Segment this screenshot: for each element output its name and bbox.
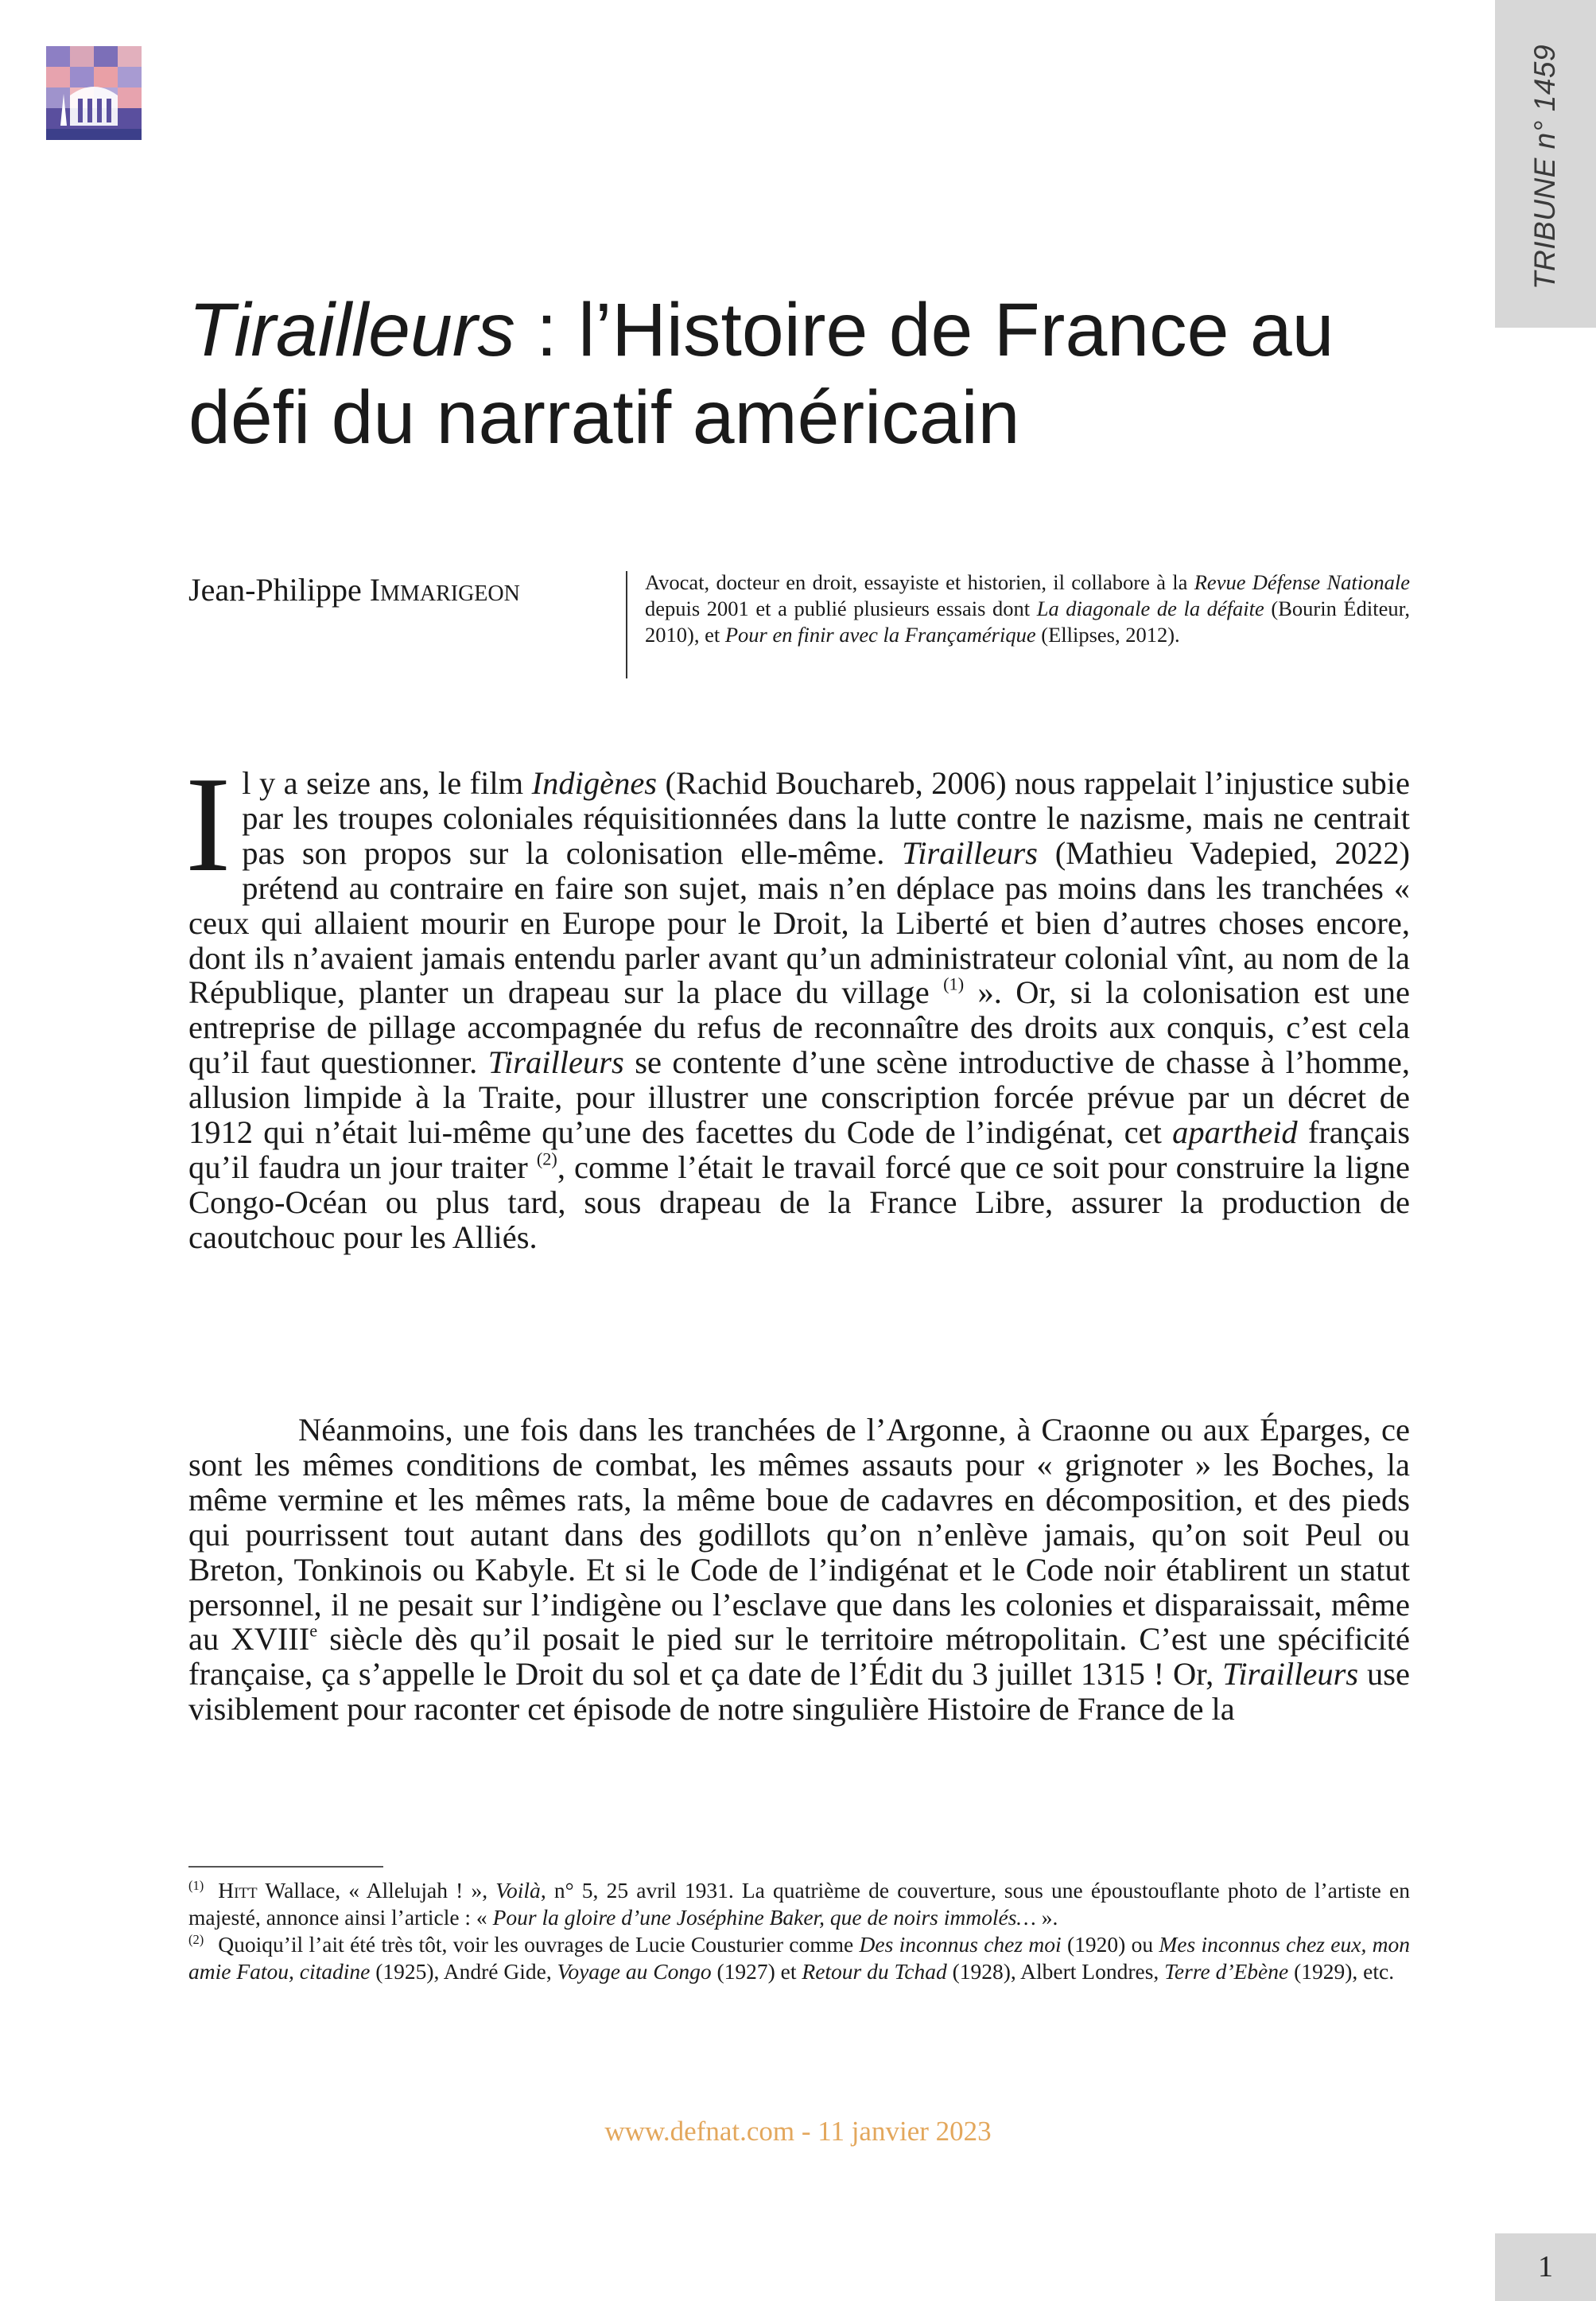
text-run: l y a seize ans, le film <box>242 765 532 801</box>
author-last-name: Immarigeon <box>369 572 520 608</box>
text-run: (1928), Albert Londres, <box>946 1959 1165 1984</box>
body-paragraph-2 <box>188 1413 1410 1727</box>
article-title <box>188 286 1429 461</box>
italic-run: apartheid <box>1172 1114 1298 1151</box>
footer-website-date[interactable]: www.defnat.com - 11 janvier 2023 <box>604 2116 992 2147</box>
text-run: (1929), etc. <box>1288 1959 1395 1984</box>
italic-run: Voilà <box>495 1878 541 1903</box>
italic-run: Pour en finir avec la Françamérique <box>724 623 1036 647</box>
italic-run: Terre d’Ebène <box>1164 1959 1289 1984</box>
note-reference: e <box>309 1620 318 1641</box>
italic-run: Revue Défense Nationale <box>1194 570 1410 594</box>
italic-run: Des inconnus chez moi <box>859 1932 1062 1957</box>
footnote-2 <box>188 1931 1410 1985</box>
drop-cap: I <box>185 749 231 900</box>
text-run: (1927) et <box>711 1959 802 1984</box>
text-run: (Bourin Éditeur, 2010), et <box>645 597 1410 647</box>
text-run: (1920) ou <box>1061 1932 1159 1957</box>
text-run: Néanmoins, une fois dans les tranchées de l’Argonne, à Craonne ou aux Éparges, ce sont les mêmes conditions de combat, les mêmes assauts pour « grignoter » les Boches, la même vermine et les mêmes rats, la même boue de cadavres en décomposition, et des pieds qui pourrissent tout autant dans des godillots qu’on n’enlève jamais, qu’on soit Peul ou Breton, Tonkinois ou Kabyle. Et si le Code de l’indigénat et le Code noir établirent un statut personnel, il ne pesait sur l’indigène ou l’esclave que dans les colonies et disparaissait, même au XVIII <box>188 1412 1410 1658</box>
italic-run: Mes inconnus chez eux, mon amie Fatou, citadine <box>188 1932 1410 1984</box>
body-paragraph-1 <box>185 749 1410 1255</box>
page-number-tab <box>1495 2233 1596 2301</box>
author-name <box>188 571 520 608</box>
title-italic-part: Tirailleurs <box>188 288 515 372</box>
text-run: Avocat, docteur en droit, essayiste et historien, il collabore à la <box>645 570 1194 594</box>
logo-caption-band <box>46 129 142 140</box>
text-run: se contente d’une scène introductive de chasse à l’homme, allusion limpide à la Traite, pour illustrer une conscription forcée prévue par un décret de 1912 qui n’était lui-même qu’une des facettes du Code de l’indigénat, cet <box>188 1044 1410 1151</box>
text-run: depuis 2001 et a publié plusieurs essais dont <box>645 597 1037 620</box>
text-run: Quoiqu’il l’ait été très tôt, voir les ouvrages de Lucie Cousturier comme <box>218 1932 860 1957</box>
footnote-1 <box>188 1877 1410 1931</box>
text-run: ». <box>1035 1905 1058 1930</box>
italic-run: Pour la gloire d’une Joséphine Baker, que de noirs immolés… <box>492 1905 1036 1930</box>
footnote-1-marker: (1) <box>188 1878 204 1894</box>
italic-run: Tirailleurs <box>1222 1656 1359 1693</box>
text-run: (1925), André Gide, <box>370 1959 557 1984</box>
text-run: (Mathieu Vadepied, 2022) prétend au contraire en faire son sujet, mais n’en déplace pas moins dans les tranchées « ceux qui allaient mourir en Europe pour le Droit, la Liberté et bien d’autres choses encore, dont ils n’avaient jamais entendu parler avant qu’un administrateur colonial vînt, au nom de la République, planter un drapeau sur la place du village <box>188 834 1410 1011</box>
text-run: siècle dès qu’il posait le pied sur le territoire métropolitain. C’est une spécificité française, ça s’appelle le Droit du sol et ça date de l’Édit du 3 juillet 1315 ! Or, <box>188 1621 1411 1693</box>
logo-building-icon <box>46 46 142 129</box>
text-run: Hitt <box>218 1878 258 1903</box>
page-number: 1 <box>1538 2250 1553 2284</box>
text-run: use visiblement pour raconter cet épisode de notre singulière Histoire de France de la <box>188 1656 1410 1728</box>
text-run: Wallace, « Allelujah ! », <box>257 1878 496 1903</box>
text-run: , n° 5, 25 avril 1931. La quatrième de couverture, sous une époustouflante photo de l’artiste en majesté, annonce ainsi l’article : « <box>188 1878 1410 1930</box>
italic-run: Tirailleurs <box>901 834 1039 871</box>
author-first-name: Jean-Philippe <box>188 572 370 608</box>
text-run: (Ellipses, 2012). <box>1035 623 1180 647</box>
note-reference: (1) <box>943 974 965 994</box>
italic-run: Voyage au Congo <box>557 1959 712 1984</box>
note-reference: (2) <box>536 1149 557 1169</box>
footnote-divider <box>188 1866 383 1868</box>
title-rest: : l’Histoire de France au défi du narratif américain <box>188 288 1334 460</box>
author-divider <box>626 571 627 678</box>
italic-run: Indigènes <box>531 765 658 801</box>
tribune-number: TRIBUNE n° 1459 <box>1528 44 1561 290</box>
footnote-2-marker: (2) <box>188 1932 204 1948</box>
publication-logo <box>46 46 142 140</box>
italic-run: Retour du Tchad <box>802 1959 947 1984</box>
text-run: français qu’il faudra un jour traiter <box>188 1114 1410 1185</box>
paragraph-1-text <box>188 765 1410 1255</box>
text-run: , comme l’était le travail forcé que ce soit pour construire la ligne Congo-Océan ou plus tard, sous drapeau de la France Libre, assurer la production de caoutchouc pour les Alliés. <box>188 1149 1410 1255</box>
text-run: (Rachid Bouchareb, 2006) nous rappelait l’injustice subie par les troupes coloniales réquisitionnées dans la lutte contre le nazisme, mais ne centrait pas son propos sur la colonisation elle-même. <box>242 765 1410 871</box>
footnote-1-text <box>188 1878 1410 1930</box>
text-run: ». Or, si la colonisation est une entreprise de pillage accompagnée du refus de reconnaître des droits aux conquis, c’est cela qu’il faut questionner. <box>188 974 1410 1081</box>
italic-run: La diagonale de la défaite <box>1036 597 1264 620</box>
author-bio <box>645 569 1410 648</box>
footnote-2-text <box>188 1932 1410 1984</box>
italic-run: Tirailleurs <box>487 1044 624 1081</box>
footnotes <box>188 1877 1410 1985</box>
tribune-tab <box>1495 0 1596 328</box>
